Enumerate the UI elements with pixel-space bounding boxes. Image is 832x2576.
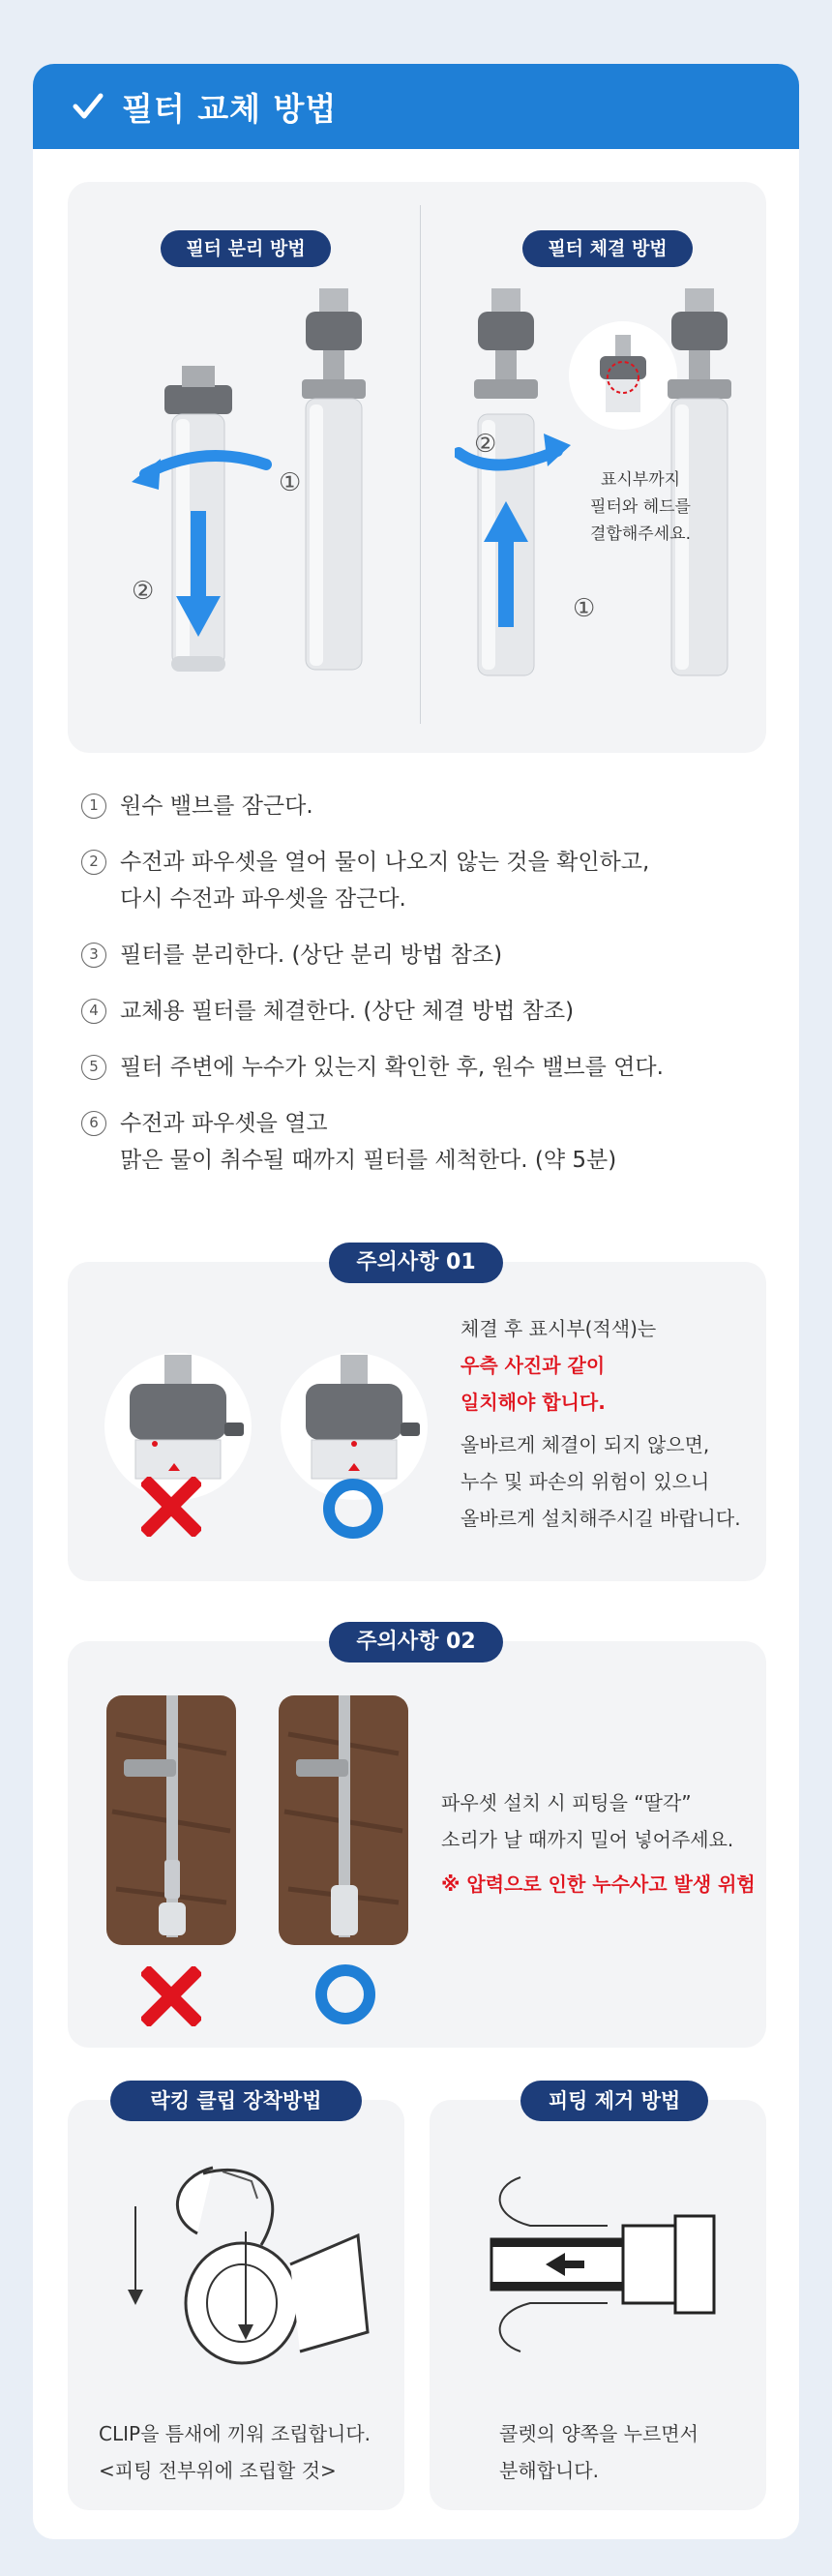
- step-number: 3: [81, 943, 106, 968]
- step-text: 필터를 분리한다. (상단 분리 방법 참조): [120, 943, 503, 968]
- caution-02-warning: ※ 압력으로 인한 누수사고 발생 위험: [441, 1872, 756, 1896]
- list-item: [81, 788, 758, 824]
- step-text: 원수 밸브를 잠근다.: [120, 794, 313, 819]
- step-text: 수전과 파우셋을 열어 물이 나오지 않는 것을 확인하고,: [120, 850, 650, 875]
- step-text: 맑은 물이 취수될 때까지 필터를 세척한다. (약 5분): [120, 1148, 617, 1173]
- filter-diagram-panel: [68, 182, 766, 753]
- caution-01-line-6: 올바르게 설치해주시길 바랍니다.: [461, 1507, 741, 1530]
- caution-02-panel: [68, 1641, 766, 2048]
- section-title: 필터 교체 방법: [122, 89, 338, 128]
- step-list: [81, 788, 758, 1198]
- step-text: 다시 수전과 파우셋을 잠근다.: [120, 886, 406, 912]
- list-item: [81, 1049, 758, 1086]
- combine-note: [582, 466, 698, 548]
- fitting-caption: [499, 2415, 751, 2489]
- list-item: [81, 1105, 758, 1179]
- separate-step-2-mark: ②: [132, 577, 155, 606]
- wrong-x-icon: [141, 1477, 201, 1537]
- panel-divider: [420, 205, 421, 724]
- step-text: 수전과 파우셋을 열고: [120, 1111, 328, 1136]
- fitting-illustration: [453, 2158, 743, 2371]
- instruction-card: [33, 64, 799, 2539]
- caution-01-red-1: 우측 사진과 같이: [461, 1354, 606, 1377]
- clip-panel: [68, 2100, 404, 2510]
- clip-caption-line-2: <피팅 전부위에 조립할 것>: [99, 2459, 337, 2482]
- clip-caption: [99, 2415, 389, 2489]
- fitting-caption-line-2: 분해합니다.: [499, 2459, 599, 2482]
- caution-01-text: [461, 1310, 751, 1537]
- caution-01-label: 주의사항 01: [329, 1243, 503, 1283]
- correct-o-icon: [313, 1962, 377, 2026]
- combine-method-label: 필터 체결 방법: [522, 230, 693, 267]
- step-number: 4: [81, 999, 106, 1024]
- list-item: [81, 844, 758, 917]
- step-number: 6: [81, 1111, 106, 1136]
- list-item: [81, 993, 758, 1030]
- clip-illustration: [97, 2139, 377, 2381]
- step-number: 2: [81, 850, 106, 875]
- faucet-correct-photo: [279, 1695, 408, 1945]
- section-header: [33, 64, 799, 149]
- separate-method-label: 필터 분리 방법: [161, 230, 331, 267]
- caution-01-panel: [68, 1262, 766, 1581]
- caution-01-red-2: 일치해야 합니다.: [461, 1391, 606, 1414]
- filter-separate-illustration: [126, 288, 406, 714]
- fitting-panel: [430, 2100, 766, 2510]
- step-text: 교체용 필터를 체결한다. (상단 체결 방법 참조): [120, 999, 575, 1024]
- list-item: [81, 937, 758, 973]
- caution-01-line-1: 체결 후 표시부(적색)는: [461, 1317, 657, 1340]
- step-text: 필터 주변에 누수가 있는지 확인한 후, 원수 밸브를 연다.: [120, 1055, 664, 1080]
- combine-step-2-mark: ②: [474, 430, 497, 459]
- check-icon: [72, 90, 104, 123]
- faucet-wrong-photo: [106, 1695, 236, 1945]
- combine-note-line-2: 필터와 헤드를: [590, 497, 691, 517]
- step-number: 5: [81, 1055, 106, 1080]
- caution-01-line-5: 누수 및 파손의 위험이 있으니: [461, 1470, 710, 1493]
- caution-02-line-1: 파우셋 설치 시 피팅을 “딸각”: [441, 1791, 692, 1814]
- caution-02-label: 주의사항 02: [329, 1622, 503, 1662]
- separate-step-1-mark: ①: [279, 468, 302, 497]
- correct-o-icon: [321, 1477, 385, 1541]
- fitting-method-label: 피팅 제거 방법: [520, 2081, 708, 2121]
- caution-01-line-4: 올바르게 체결이 되지 않으면,: [461, 1433, 710, 1456]
- combine-step-1-mark: ①: [573, 594, 596, 623]
- combine-note-line-3: 결합해주세요.: [590, 524, 691, 544]
- fitting-caption-line-1: 콜렛의 양쪽을 누르면서: [499, 2422, 698, 2445]
- clip-caption-line-1: CLIP을 틈새에 끼워 조립합니다.: [99, 2422, 371, 2445]
- clip-method-label: 락킹 클립 장착방법: [110, 2081, 362, 2121]
- caution-02-line-2: 소리가 날 때까지 밀어 넣어주세요.: [441, 1828, 734, 1851]
- step-number: 1: [81, 794, 106, 819]
- wrong-x-icon: [141, 1966, 201, 2026]
- combine-note-line-1: 표시부까지: [600, 470, 681, 490]
- caution-02-text: [441, 1784, 760, 1902]
